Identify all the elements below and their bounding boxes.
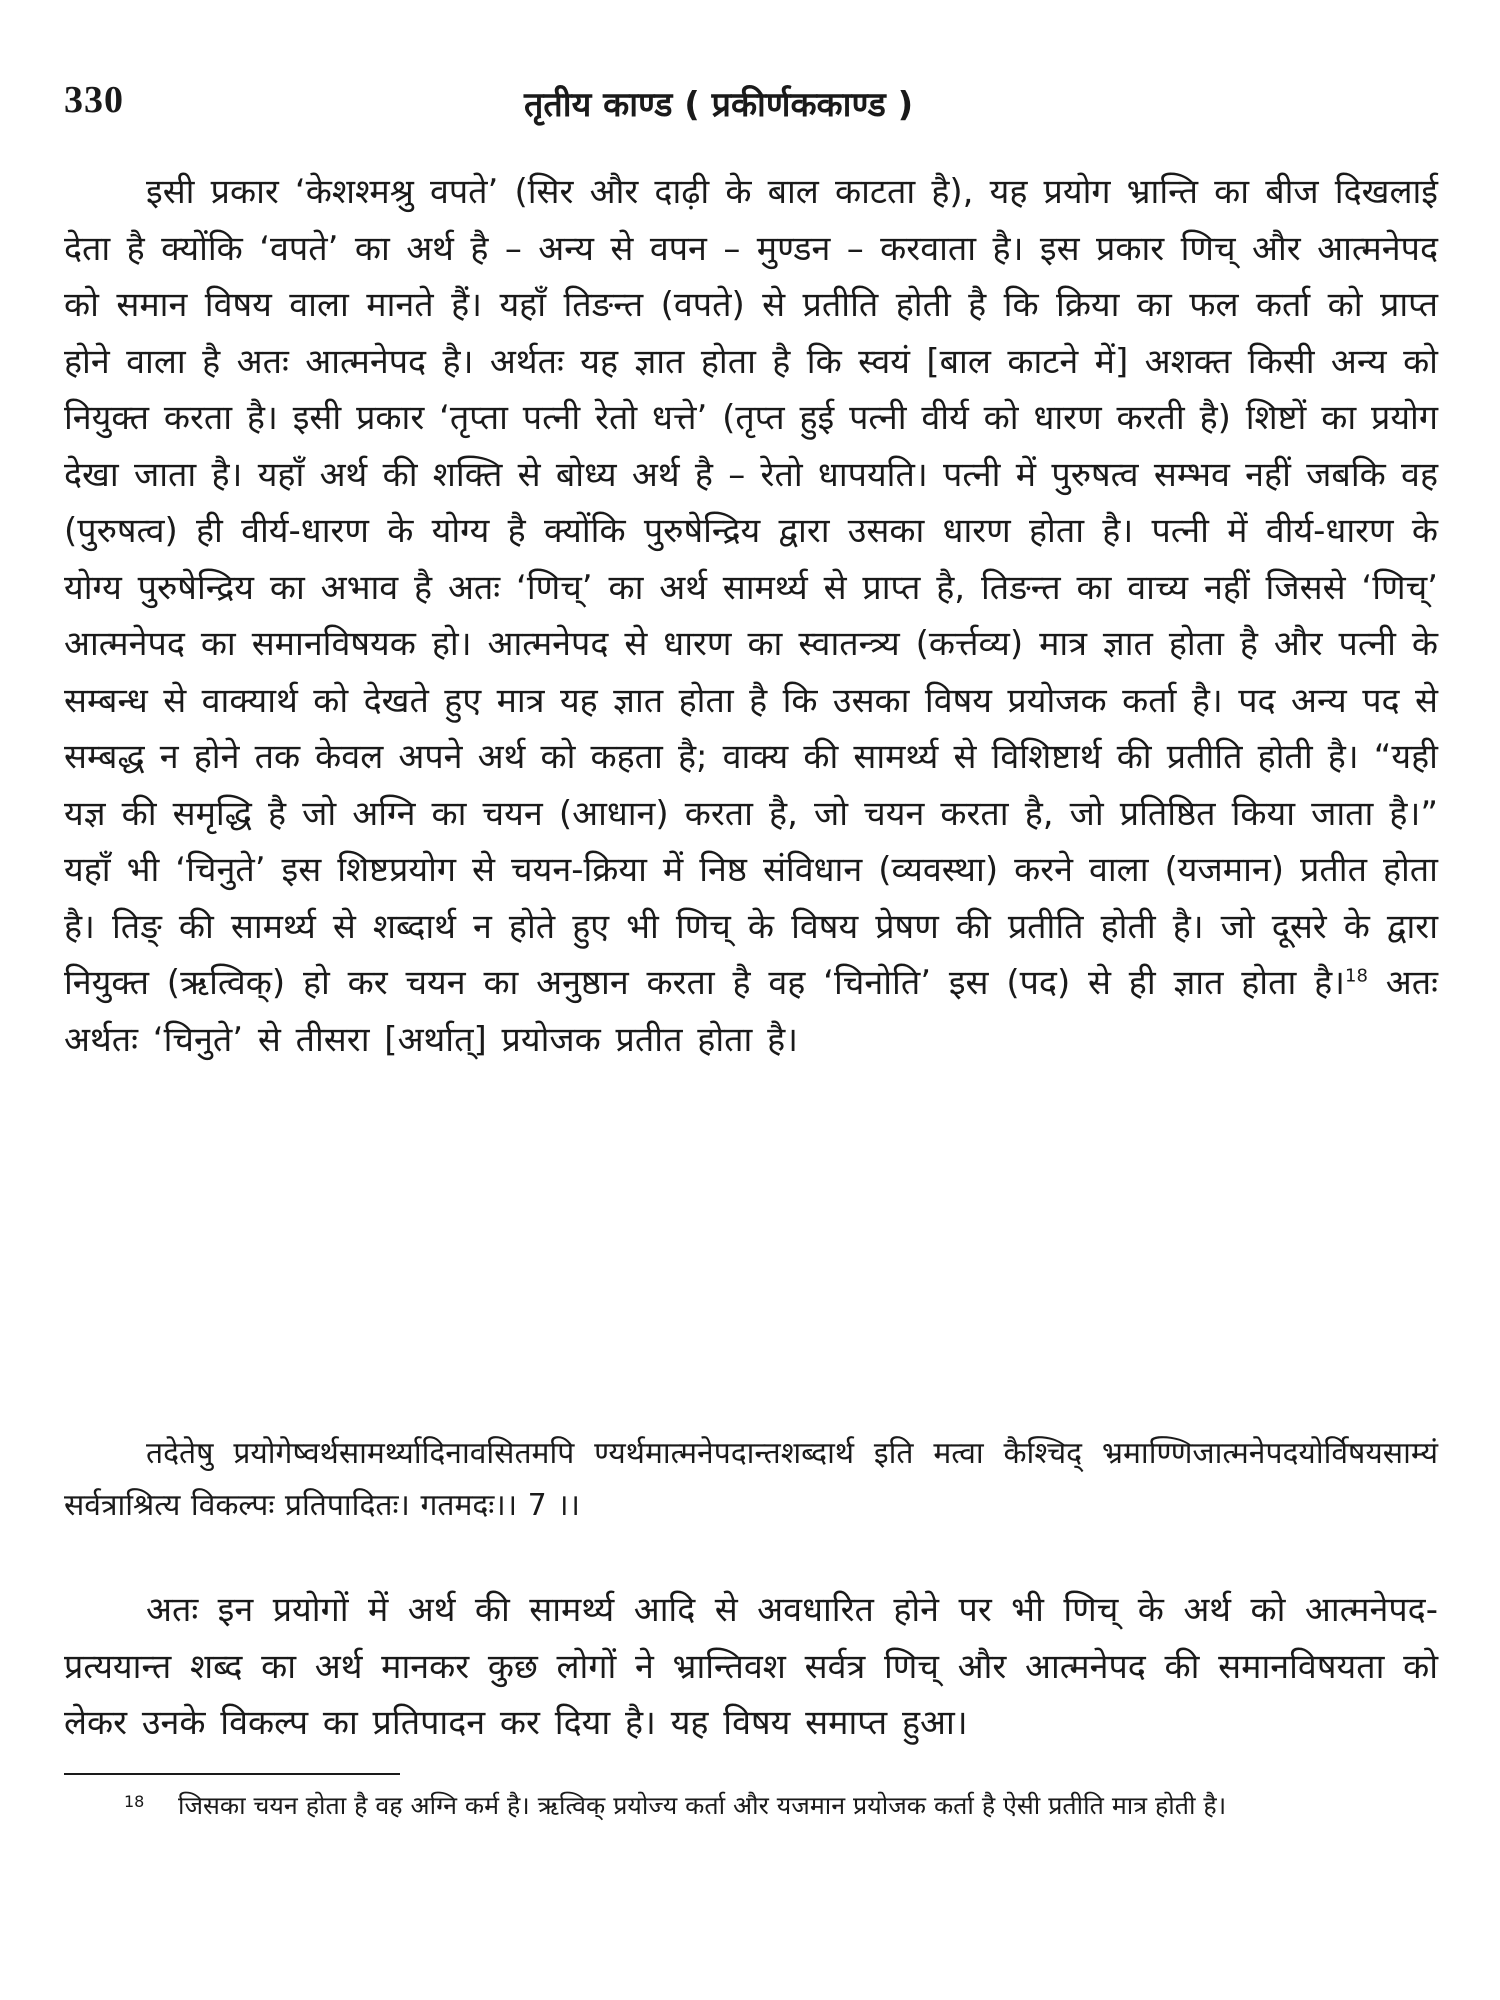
paragraph-1-text: इसी प्रकार ‘केशश्मश्रु वपते’ (सिर और दाढ़ी के बाल काटता है), यह प्रयोग भ्रान्ति का बीज दिखलाई देता है क्योंकि ‘वपते’ का अर्थ है – अन्य से वपन – मुण्डन – करवाता है। इस प्रकार णिच् और आत्मनेपद को समान विषय वाला मानते हैं। यहाँ तिङन्त (वपते) से प्रतीति होती है कि क्रिया का फल कर्ता को प्राप्त होने वाला है अतः आत्मनेपद है। अर्थतः यह ज्ञात होता है कि स्वयं [बाल काटने में] अशक्त किसी अन्य को नियुक्त करता है। इसी प्रकार ‘तृप्ता पत्नी रेतो धत्ते’ (तृप्त हुई पत्नी वीर्य को धारण करती है) शिष्टों का प्रयोग देखा जाता है। यहाँ अर्थ की शक्ति से बोध्य अर्थ है – रेतो धापयति। पत्नी में पुरुषत्व सम्भव नहीं जबकि वह (पुरुषत्व) ही वीर्य-धारण के योग्य है क्योंकि पुरुषेन्द्रिय द्वारा उसका धारण होता है। पत्नी में वीर्य-धारण के योग्य पुरुषेन्द्रिय का अभाव है अतः ‘णिच्’ का अर्थ सामर्थ्य से प्राप्त है, तिङन्त का वाच्य नहीं जिससे ‘णिच्’ आत्मनेपद का समानविषयक हो। आत्मनेपद से धारण का स्वातन्त्र्य (कर्त्तव्य) मात्र ज्ञात होता है और पत्नी के सम्बन्ध से वाक्यार्थ को देखते हुए मात्र यह ज्ञात होता है कि उसका विषय प्रयोजक कर्ता है। पद अन्य पद से सम्बद्ध न होने तक केवल अपने अर्थ को कहता है; वाक्य की सामर्थ्य से विशिष्टार्थ की प्रतीति होती है। “यही यज्ञ की समृद्धि है जो अग्नि का चयन (आधान) करता है, जो चयन करता है, जो प्रतिष्ठित किया जाता है।” यहाँ भी ‘चिनुते’ इस शिष्टप्रयोग से चयन-क्रिया में निष्ठ संविधान (व्यवस्था) करने वाला (यजमान) प्रतीत होता है। तिङ् की सामर्थ्य से शब्दार्थ न होते हुए भी णिच् के विषय प्रेषण की प्रतीति होती है। जो दूसरे के द्वारा नियुक्त (ऋत्विक्) हो कर चयन का अनुष्ठान करता है वह ‘चिनोति’ इस (पद) से ही ज्ञात होता है।	[64, 172, 1438, 1003]
paragraph-1-tail: अतः अर्थतः ‘चिनुते’ से तीसरा [अर्थात्] प्रयोजक प्रतीत होता है।	[64, 963, 1438, 1060]
paragraph-hindi-commentary	[64, 164, 1438, 1068]
footnote-reference: 18	[1345, 965, 1368, 987]
footnote-number: 18	[124, 1792, 145, 1811]
sanskrit-verse: तदेतेषु प्रयोगेष्वर्थसामर्थ्यादिनावसितमपि ण्यर्थमात्मनेपदान्तशब्दार्थ इति मत्वा कैश्चिद् भ्रमाण्णिजात्मनेपदयोर्विषयसाम्यं सर्वत्राश्रित्य विकल्पः प्रतिपादितः। गतमदः।। 7 ।।	[64, 1436, 1438, 1523]
footnote	[110, 1786, 1430, 1826]
footnote-text: जिसका चयन होता है वह अग्नि कर्म है। ऋत्विक् प्रयोज्य कर्ता और यजमान प्रयोजक कर्ता है ऐसी प्रतीति मात्र होती है।	[178, 1791, 1227, 1820]
page-number: 330	[64, 79, 124, 121]
page-header	[64, 78, 1438, 128]
paragraph-hindi-translation: अतः इन प्रयोगों में अर्थ की सामर्थ्य आदि से अवधारित होने पर भी णिच् के अर्थ को आत्मनेपद-प्रत्ययान्त शब्द का अर्थ मानकर कुछ लोगों ने भ्रान्तिवश सर्वत्र णिच् और आत्मनेपद की समानविषयता को लेकर उनके विकल्प का प्रतिपादन कर दिया है। यह विषय समाप्त हुआ।	[64, 1590, 1438, 1743]
footnote-divider	[64, 1773, 400, 1775]
running-title: तृतीय काण्ड ( प्रकीर्णककाण्ड )	[524, 85, 914, 125]
